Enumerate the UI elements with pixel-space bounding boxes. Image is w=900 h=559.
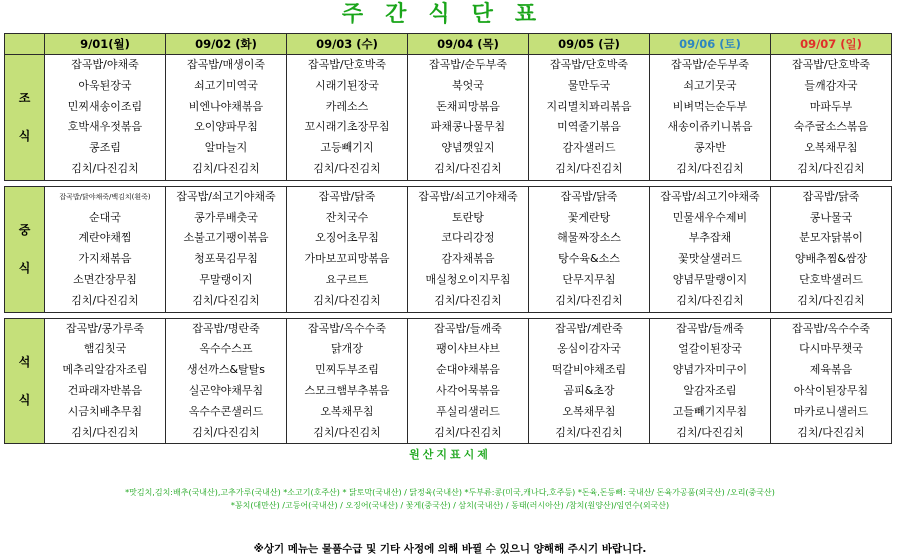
menu-item: 사각어묵볶음 bbox=[436, 383, 500, 397]
menu-cell bbox=[529, 186, 650, 312]
menu-item: 김치/다진김치 bbox=[192, 425, 260, 439]
menu-item: 쇠고기뭇국 bbox=[683, 78, 737, 92]
day-header: 09/07 (일) bbox=[771, 34, 892, 55]
menu-item: 잡곡밥/쇠고기야채죽 bbox=[660, 189, 760, 203]
meal-row bbox=[5, 55, 892, 181]
menu-item: 오복채무침 bbox=[320, 404, 374, 418]
menu-item: 김치/다진김치 bbox=[71, 161, 139, 175]
menu-item: 잡곡밥/닭죽 bbox=[560, 189, 618, 203]
menu-item: 잡곡밥/옥수수죽 bbox=[791, 321, 871, 335]
menu-cell bbox=[287, 55, 408, 181]
meal-label-bottom: 식 bbox=[18, 129, 31, 144]
menu-item: 지리멸치꽈리볶음 bbox=[546, 99, 632, 113]
menu-cell bbox=[166, 55, 287, 181]
meal-label-top: 석 bbox=[18, 354, 31, 369]
menu-item: 잡곡밥/들깨죽 bbox=[676, 321, 744, 335]
menu-item: 김치/다진김치 bbox=[676, 425, 744, 439]
menu-item: 양념무말랭이지 bbox=[672, 272, 748, 286]
menu-item: 감자채볶음 bbox=[441, 252, 495, 266]
meal-label-bottom: 식 bbox=[18, 261, 31, 276]
menu-item: 오이양파무침 bbox=[194, 120, 258, 134]
day-header: 09/04 (목) bbox=[408, 34, 529, 55]
day-header: 09/05 (금) bbox=[529, 34, 650, 55]
menu-item: 단무지무침 bbox=[562, 272, 616, 286]
menu-cell bbox=[771, 55, 892, 181]
menu-item: 민찌두부조림 bbox=[315, 363, 379, 377]
menu-item: 무말랭이지 bbox=[199, 272, 253, 286]
menu-item: 숙주굴소스볶음 bbox=[793, 120, 869, 134]
menu-item: 다시마무챗국 bbox=[799, 342, 863, 356]
menu-item: 코다리강정 bbox=[441, 231, 495, 245]
menu-item: 잡곡밥/명란죽 bbox=[192, 321, 260, 335]
menu-item: 건파래자반볶음 bbox=[67, 383, 143, 397]
header-corner bbox=[5, 34, 45, 55]
menu-item: 잡곡밥/옥수수죽 bbox=[307, 321, 387, 335]
meal-label-top: 중 bbox=[18, 223, 31, 238]
menu-item: 마카로니샐러드 bbox=[793, 404, 869, 418]
menu-item: 잡곡밥/단호박죽 bbox=[307, 58, 387, 71]
menu-item: 아삭이된장무침 bbox=[793, 383, 869, 397]
menu-item: 잡곡밥/쇠고기야채죽 bbox=[176, 189, 276, 203]
menu-item: 소면간장무침 bbox=[73, 272, 137, 286]
menu-item: 고등빼기지 bbox=[320, 141, 374, 155]
weekly-menu-table bbox=[4, 33, 892, 444]
menu-item: 들깨감자국 bbox=[804, 78, 858, 92]
menu-item: 고들빼기지무침 bbox=[672, 404, 748, 418]
menu-item: 잡곡밥/들깨죽 bbox=[434, 321, 502, 335]
menu-item: 오복채무침 bbox=[804, 141, 858, 155]
menu-item: 잡곡밥/매생이죽 bbox=[186, 58, 266, 71]
menu-item: 토란탕 bbox=[452, 210, 484, 224]
menu-item: 새송이쥬키니볶음 bbox=[667, 120, 753, 134]
menu-item: 콩나물국 bbox=[809, 210, 853, 224]
menu-item: 김치/다진김치 bbox=[797, 425, 865, 439]
menu-item: 파채콩나물무침 bbox=[430, 120, 506, 134]
menu-item: 민찌새송이조림 bbox=[67, 99, 143, 113]
menu-item: 오복채무침 bbox=[562, 404, 616, 418]
menu-item: 잡곡밥/순두부죽 bbox=[428, 58, 508, 71]
menu-cell bbox=[408, 55, 529, 181]
menu-item: 가지채볶음 bbox=[78, 252, 132, 266]
menu-item: 알감자조림 bbox=[683, 383, 737, 397]
notice-text: ※상기 메뉴는 물품수급 및 기타 사정에 의해 바뀔 수 있으니 양해해 주시기 바랍니다. bbox=[253, 543, 647, 555]
menu-item: 민물새우수제비 bbox=[672, 210, 748, 224]
menu-item: 잡곡밥/단호박죽 bbox=[791, 58, 871, 71]
menu-cell bbox=[45, 318, 166, 444]
menu-item: 탕수육&소스 bbox=[558, 252, 620, 266]
day-header: 09/02 (화) bbox=[166, 34, 287, 55]
menu-item: 알마늘지 bbox=[204, 141, 248, 155]
menu-cell bbox=[650, 318, 771, 444]
menu-item: 김치/다진김치 bbox=[313, 161, 381, 175]
menu-item: 감자샐러드 bbox=[562, 141, 616, 155]
menu-item: 햄김칫국 bbox=[83, 342, 127, 356]
menu-item: 청포묵김무침 bbox=[194, 252, 258, 266]
menu-item: 생선까스&탈탈s bbox=[186, 363, 266, 377]
menu-item: 꽃게란탕 bbox=[567, 210, 611, 224]
menu-item: 오징어초무침 bbox=[315, 231, 379, 245]
menu-cell bbox=[166, 186, 287, 312]
menu-item: 김치/다진김치 bbox=[434, 293, 502, 307]
menu-item: 김치/다진김치 bbox=[313, 293, 381, 307]
origin-title: 원산지표시제 bbox=[409, 448, 491, 461]
menu-item: 가마보꼬피망볶음 bbox=[304, 252, 390, 266]
menu-item: 닭개장 bbox=[331, 342, 363, 356]
menu-item: 시금치배추무침 bbox=[67, 404, 143, 418]
menu-item: 김치/다진김치 bbox=[71, 425, 139, 439]
menu-item: 아욱된장국 bbox=[78, 78, 132, 92]
meal-row bbox=[5, 186, 892, 312]
menu-item: 제육볶음 bbox=[809, 363, 853, 377]
menu-cell bbox=[650, 55, 771, 181]
menu-item: 콩자반 bbox=[694, 141, 726, 155]
menu-item: 비엔나야채볶음 bbox=[188, 99, 264, 113]
menu-item: 김치/다진김치 bbox=[313, 425, 381, 439]
menu-item: 김치/다진김치 bbox=[797, 293, 865, 307]
menu-cell bbox=[529, 318, 650, 444]
menu-item: 옥수수스프 bbox=[199, 342, 253, 356]
menu-cell bbox=[287, 318, 408, 444]
meal-row bbox=[5, 318, 892, 444]
origin-line-1: *맛김치,김치:배추(국내산),고추가루(국내산) *소고기(호주산) * 닭토막(국내산) / 닭정육(국내산) *두부류:콩(미국,캐나다,호주등) *돈육,돈등뼈: 국내산/ 돈육가공품(외국산) /오리(중국산) bbox=[125, 488, 775, 497]
menu-item: 김치/다진김치 bbox=[192, 161, 260, 175]
menu-item: 잡곡밥/쇠고기야채죽 bbox=[418, 189, 518, 203]
day-header: 9/01(월) bbox=[45, 34, 166, 55]
menu-item: 북엇국 bbox=[452, 78, 484, 92]
menu-item: 카레소스 bbox=[325, 99, 369, 113]
menu-item: 콩조림 bbox=[89, 141, 121, 155]
menu-item: 김치/다진김치 bbox=[434, 161, 502, 175]
menu-item: 김치/다진김치 bbox=[676, 293, 744, 307]
menu-cell bbox=[771, 318, 892, 444]
menu-cell bbox=[287, 186, 408, 312]
day-header: 09/03 (수) bbox=[287, 34, 408, 55]
menu-item: 잡곡밥/닭죽 bbox=[802, 189, 860, 203]
menu-item: 물만두국 bbox=[567, 78, 611, 92]
origin-info bbox=[0, 486, 900, 512]
menu-item: 잡곡밥/계란죽 bbox=[555, 321, 623, 335]
menu-item: 김치/다진김치 bbox=[676, 161, 744, 175]
menu-item: 부추잡채 bbox=[688, 231, 732, 245]
menu-item: 콩가루배춧국 bbox=[194, 210, 258, 224]
menu-item: 떡갈비야채조림 bbox=[551, 363, 627, 377]
menu-item: 꼬시래기초장무침 bbox=[304, 120, 390, 134]
menu-cell bbox=[408, 318, 529, 444]
menu-item: 옹심이감자국 bbox=[557, 342, 621, 356]
menu-item: 분모자닭볶이 bbox=[799, 231, 863, 245]
menu-item: 계란야채찜 bbox=[78, 231, 132, 245]
menu-item: 잡곡밥/닭야채죽/백김치(흰죽) bbox=[59, 192, 151, 201]
origin-line-2: *꽁치(대만산) /고등어(국내산) / 오징어(국내산) / 꽃게(중국산) / 삼치(국내산) / 동태(러시아산) /참치(원양산)/임연수(외국산) bbox=[230, 501, 670, 510]
menu-item: 김치/다진김치 bbox=[555, 425, 623, 439]
menu-item: 잡곡밥/단호박죽 bbox=[549, 58, 629, 71]
menu-item: 스모크햄부추볶음 bbox=[304, 383, 390, 397]
menu-item: 양배추찜&쌈장 bbox=[794, 252, 868, 266]
menu-item: 시래기된장국 bbox=[315, 78, 379, 92]
menu-item: 잔치국수 bbox=[325, 210, 369, 224]
menu-item: 곰피&초장 bbox=[563, 383, 615, 397]
menu-item: 호박새우젓볶음 bbox=[67, 120, 143, 134]
menu-item: 얼갈이된장국 bbox=[678, 342, 742, 356]
menu-item: 단호박샐러드 bbox=[799, 272, 863, 286]
menu-item: 마파두부 bbox=[809, 99, 853, 113]
menu-item: 꽃맛살샐러드 bbox=[678, 252, 742, 266]
menu-item: 팽이샤브샤브 bbox=[436, 342, 500, 356]
menu-cell bbox=[45, 186, 166, 312]
menu-item: 김치/다진김치 bbox=[797, 161, 865, 175]
meal-label-top: 조 bbox=[18, 91, 31, 106]
menu-item: 매실청오이지무침 bbox=[425, 272, 511, 286]
menu-item: 돈채피망볶음 bbox=[436, 99, 500, 113]
meal-label bbox=[5, 55, 45, 181]
menu-cell bbox=[408, 186, 529, 312]
menu-cell bbox=[166, 318, 287, 444]
menu-item: 양념가자미구이 bbox=[672, 363, 748, 377]
menu-item: 김치/다진김치 bbox=[192, 293, 260, 307]
meal-label-bottom: 식 bbox=[18, 392, 31, 407]
menu-cell bbox=[771, 186, 892, 312]
menu-item: 실곤약야채무침 bbox=[188, 383, 264, 397]
menu-item: 미역줄기볶음 bbox=[557, 120, 621, 134]
menu-item: 김치/다진김치 bbox=[555, 161, 623, 175]
menu-item: 순대야채볶음 bbox=[436, 363, 500, 377]
day-header-row bbox=[5, 34, 892, 55]
menu-item: 잡곡밥/콩가루죽 bbox=[65, 321, 145, 335]
menu-item: 순대국 bbox=[89, 210, 121, 224]
menu-item: 양념깻잎지 bbox=[441, 141, 495, 155]
menu-item: 해물짜장소스 bbox=[557, 231, 621, 245]
menu-item: 쇠고기미역국 bbox=[194, 78, 258, 92]
menu-item: 비벼먹는순두부 bbox=[672, 99, 748, 113]
menu-item: 잡곡밥/야채죽 bbox=[71, 58, 139, 71]
menu-item: 김치/다진김치 bbox=[434, 425, 502, 439]
menu-item: 김치/다진김치 bbox=[555, 293, 623, 307]
day-header: 09/06 (토) bbox=[650, 34, 771, 55]
menu-item: 메추리알감자조림 bbox=[62, 363, 148, 377]
menu-item: 잡곡밥/닭죽 bbox=[318, 189, 376, 203]
meal-label bbox=[5, 186, 45, 312]
menu-cell bbox=[45, 55, 166, 181]
menu-item: 소불고기팽이볶음 bbox=[183, 231, 269, 245]
menu-item: 요구르트 bbox=[325, 272, 369, 286]
page-title: 주간식단표 bbox=[341, 2, 559, 27]
menu-cell bbox=[650, 186, 771, 312]
meal-label bbox=[5, 318, 45, 444]
menu-item: 김치/다진김치 bbox=[71, 293, 139, 307]
menu-item: 잡곡밥/순두부죽 bbox=[670, 58, 750, 71]
menu-item: 옥수수콘샐러드 bbox=[188, 404, 264, 418]
menu-item: 푸실리샐러드 bbox=[436, 404, 500, 418]
menu-cell bbox=[529, 55, 650, 181]
